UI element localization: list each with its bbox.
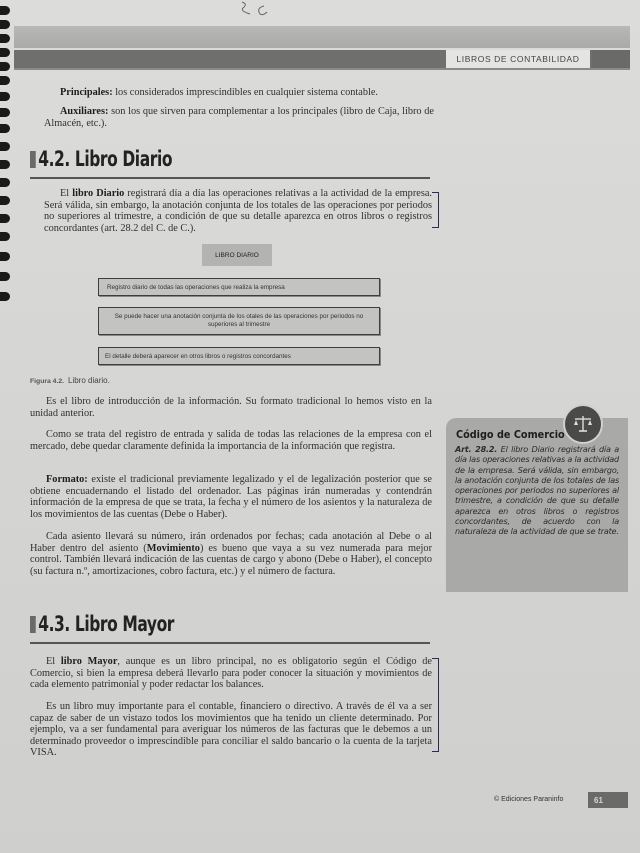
- section-rule: [30, 642, 430, 644]
- diagram-box-3: El detalle deberá aparecer en otros libros o registros concordantes: [98, 347, 380, 365]
- sidebar-title: Código de Comercio: [456, 428, 565, 441]
- libro-mayor-definition: El libro Mayor, aunque es un libro principal, no es obligatorio según el Código de Comercio, si bien la empresa deberá llevarlo para poder conocer la situación y movimientos de cada elemento patrimonial y poder redactar los balances.: [30, 656, 432, 691]
- paragraph-formato: Formato: existe el tradicional previamente legalizado y el de legalización posterior que se obtiene encuadernando el listado del ordenador. Las páginas irán numeradas y contendrán información de la empresa de que se trata, la fecha y el número de los asientos y la naturaleza de los movimientos de las cuentas (Debe o Haber).: [30, 474, 432, 520]
- spiral-binding: [0, 0, 14, 853]
- diagram-title: LIBRO DIARIO: [202, 244, 272, 266]
- section-marker: [30, 151, 36, 168]
- section-title-4-3: 4.3. Libro Mayor: [30, 612, 174, 636]
- intro-auxiliares: Auxiliares: son los que sirven para complementar a los principales (libro de Caja, libro de Almacén, etc.).: [44, 106, 434, 129]
- paragraph-intro-info: Es el libro de introducción de la información. Su formato tradicional lo hemos visto en la unidad anterior.: [30, 396, 432, 419]
- pen-bracket: [432, 192, 439, 228]
- figure-caption: Figura 4.2. Libro diario.: [30, 376, 110, 385]
- sidebar-text: Art. 28.2. El libro Diario registrará día a día las operaciones relativas a la actividad de la empresa. Será válida, sin embargo, la anotación conjunta de los totales de las operaciones por periodos no superiores al trimestre, a condición de que su detalle aparezca en otros libros o registros concordantes, de acuerdo con la naturaleza de la actividad de que se trate.: [455, 444, 619, 537]
- diagram-box-2: Se puede hacer una anotación conjunta de los otales de las operaciones por periodos no superiores al trimestre: [98, 307, 380, 335]
- paragraph-registro: Como se trata del registro de entrada y salida de todas las relaciones de la empresa con el mercado, debe quedar claramente definida la importancia de la información que registra.: [30, 429, 432, 452]
- header-band: [14, 26, 630, 48]
- paragraph-asiento: Cada asiento llevará su número, irán ordenados por fechas; cada anotación al Debe o al Haber dentro del asiento (Movimiento) es bueno que vaya a su vez numerada para mejor control. También llevará indicación de las cuentas de cargo y abono (Debe o Haber), el concepto (su factura n.º, amortizaciones, cobro factura, etc.) y el número de factura.: [30, 531, 432, 577]
- running-title: LIBROS DE CONTABILIDAD: [446, 50, 590, 68]
- page-number: 61: [588, 792, 628, 808]
- section-rule: [30, 177, 430, 179]
- publisher-credit: © Ediciones Paraninfo: [494, 796, 564, 803]
- pen-bracket: [432, 658, 439, 752]
- scales-of-justice-icon: [563, 404, 603, 444]
- paragraph-mayor-importance: Es un libro muy importante para el contable, financiero o directivo. A través de él va a ser capaz de saber de un vistazo todos los movimientos que ha tenido un cliente determinado. Por ejemplo, va a ser fundamental para averiguar los números de las facturas que le debemos a un determinado proveedor o imprescindible para conciliar el saldo bancario o la cuenta de la tarjeta VISA.: [30, 701, 432, 759]
- handwritten-mark: [238, 0, 278, 18]
- section-title-4-2: 4.2. Libro Diario: [30, 147, 172, 171]
- section-marker: [30, 616, 36, 633]
- libro-diario-definition: El libro Diario registrará día a día las operaciones relativas a la actividad de la empresa. Será válida, sin embargo, la anotación conjunta de los totales de las operaciones por periodos no superiores al trimestre, a condición de que su detalle aparezca en otros libros o registros concordantes (art. 28.2 del C. de C.).: [44, 188, 432, 234]
- intro-principales: Principales: los considerados imprescindibles en cualquier sistema contable.: [60, 87, 378, 98]
- header-end-block: [592, 50, 630, 68]
- diagram-box-1: Registro diario de todas las operaciones que realiza la empresa: [98, 278, 380, 296]
